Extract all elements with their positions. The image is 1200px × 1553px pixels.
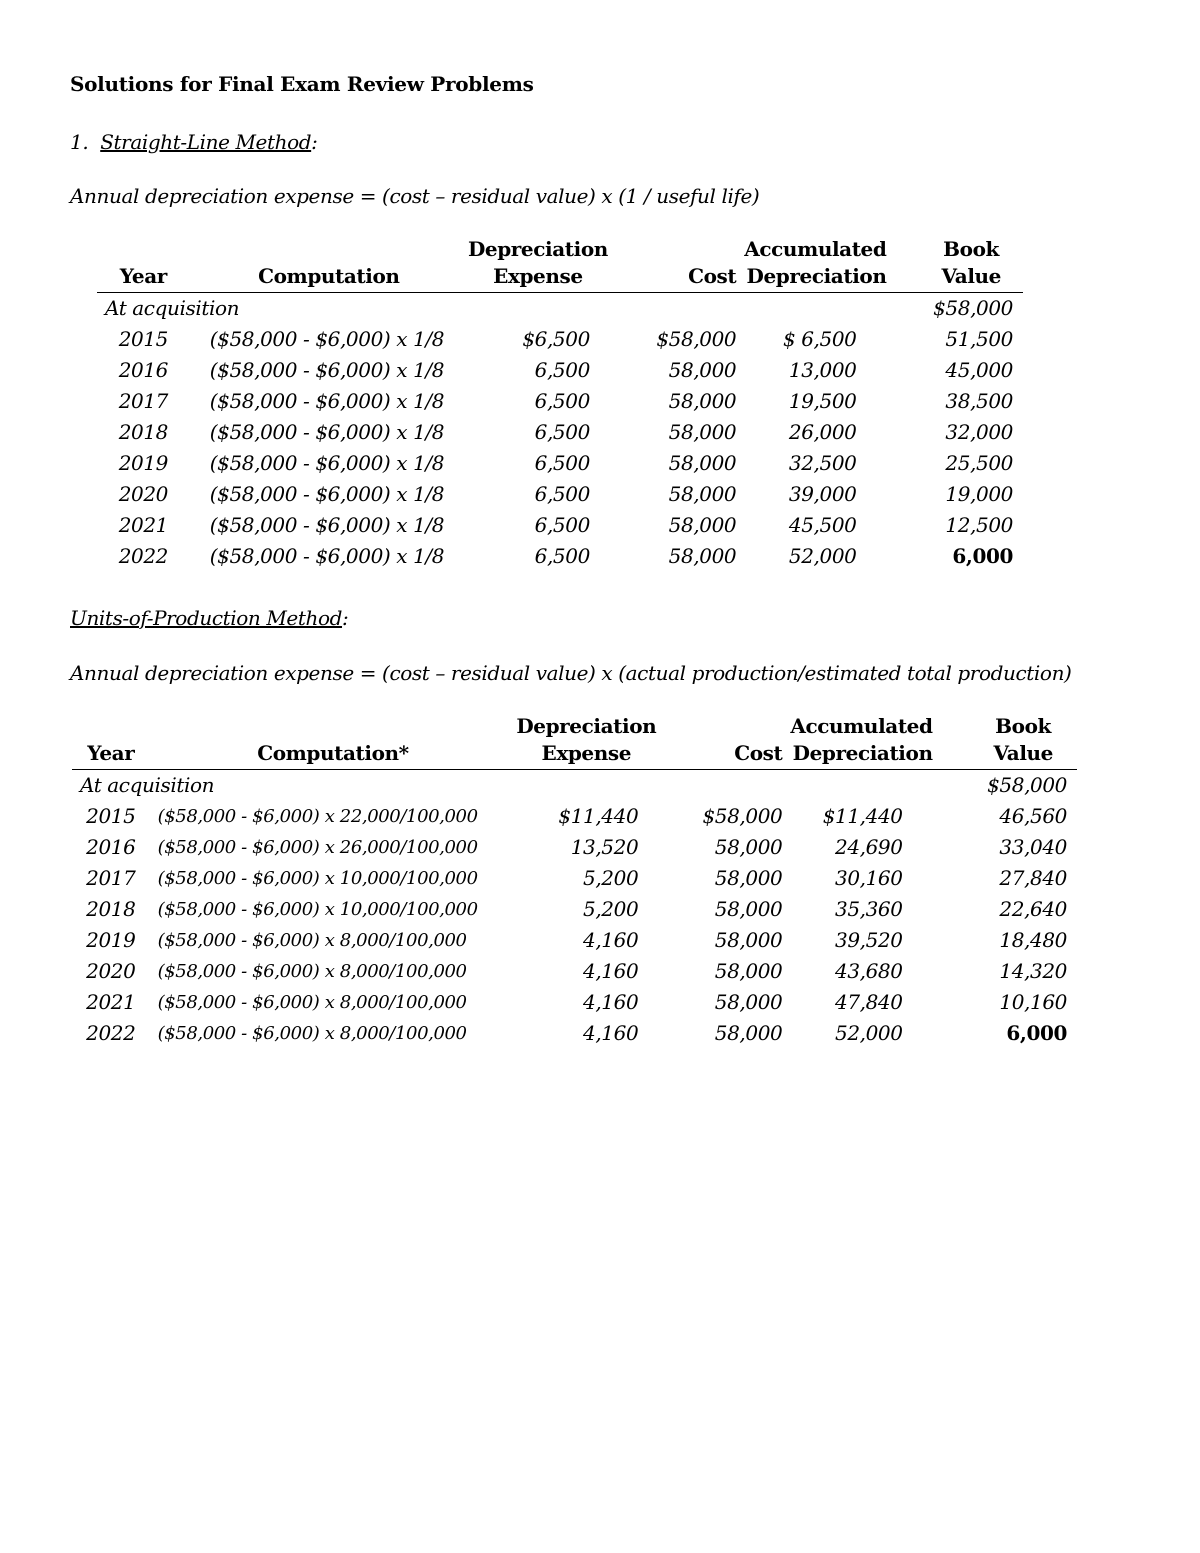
cost-cell: 58,000: [714, 1021, 783, 1045]
section2-formula: Annual depreciation expense = (cost – residual value) x (actual production/estimated total production): [70, 661, 1072, 685]
cost-cell: 58,000: [714, 897, 783, 921]
year-cell: 2017: [118, 389, 169, 413]
year-cell: 2016: [118, 358, 169, 382]
expense-cell: 6,500: [534, 420, 590, 444]
expense-cell: 5,200: [583, 866, 639, 890]
table-row: [72, 987, 1077, 1018]
expense-cell: 6,500: [534, 451, 590, 475]
col-header-cost: Cost: [608, 263, 744, 293]
col-header-book2: Value: [933, 740, 1077, 770]
col-header-dep2: Expense: [516, 740, 656, 770]
accumulated-cell: 19,500: [788, 389, 857, 413]
table-row: [72, 894, 1077, 925]
section1-number: 1.: [70, 130, 89, 154]
table-row: [72, 863, 1077, 894]
cost-cell: 58,000: [714, 928, 783, 952]
computation-cell: ($58,000 - $6,000) x 8,000/100,000: [157, 930, 467, 951]
cost-cell: 58,000: [668, 358, 737, 382]
computation-cell: ($58,000 - $6,000) x 10,000/100,000: [157, 868, 478, 889]
accumulated-cell: $ 6,500: [782, 327, 857, 351]
year-cell: 2018: [86, 897, 136, 921]
table-row: [97, 541, 1023, 572]
year-cell: 2015: [118, 327, 169, 351]
col-header-acc1: Accumulated: [744, 237, 887, 261]
table-row: [97, 479, 1023, 510]
computation-cell: ($58,000 - $6,000) x 1/8: [209, 544, 445, 568]
accumulated-cell: $11,440: [822, 804, 903, 828]
expense-cell: 6,500: [534, 358, 590, 382]
cost-cell: 58,000: [714, 990, 783, 1014]
page-title: Solutions for Final Exam Review Problems: [70, 72, 534, 96]
computation-cell: ($58,000 - $6,000) x 8,000/100,000: [157, 992, 467, 1013]
accumulated-cell: 45,500: [788, 513, 857, 537]
computation-cell: ($58,000 - $6,000) x 8,000/100,000: [157, 961, 467, 982]
book-value-cell: 14,320: [999, 959, 1067, 983]
expense-cell: 4,160: [583, 1021, 639, 1045]
expense-cell: $11,440: [558, 804, 639, 828]
units-of-production-table: [72, 713, 1077, 1049]
book-value-cell: 19,000: [945, 482, 1013, 506]
book-value-cell: 6,000: [952, 544, 1013, 568]
year-cell: 2021: [86, 990, 136, 1014]
col-header-dep1: Depreciation: [516, 714, 657, 738]
section1-formula: Annual depreciation expense = (cost – residual value) x (1 / useful life): [70, 184, 760, 208]
book-value-cell: 33,040: [999, 835, 1067, 859]
expense-cell: 4,160: [583, 990, 639, 1014]
table-row: [97, 386, 1023, 417]
year-cell: 2016: [86, 835, 136, 859]
col-header-book2: Value: [886, 263, 1023, 293]
expense-cell: 13,520: [570, 835, 639, 859]
section2-heading: Units-of-Production Method:: [70, 606, 349, 630]
year-cell: 2020: [118, 482, 169, 506]
table-row: [72, 1018, 1077, 1049]
col-header-computation: Computation*: [150, 740, 517, 770]
book-value-cell: 18,480: [999, 928, 1067, 952]
book-value-cell: 22,640: [999, 897, 1067, 921]
accumulated-cell: 26,000: [788, 420, 857, 444]
expense-cell: $6,500: [522, 327, 590, 351]
computation-cell: ($58,000 - $6,000) x 1/8: [209, 451, 445, 475]
table-row: [72, 956, 1077, 987]
col-header-computation: Computation: [190, 263, 468, 293]
book-value-cell: 38,500: [945, 389, 1013, 413]
table-row: [72, 801, 1077, 832]
col-header-dep1: Depreciation: [467, 237, 608, 261]
computation-cell: ($58,000 - $6,000) x 1/8: [209, 327, 445, 351]
col-header-dep2: Expense: [468, 263, 608, 293]
cost-cell: 58,000: [668, 420, 737, 444]
year-cell: 2017: [86, 866, 136, 890]
computation-cell: ($58,000 - $6,000) x 1/8: [209, 358, 445, 382]
cost-cell: 58,000: [714, 959, 783, 983]
book-value-cell: 27,840: [999, 866, 1067, 890]
expense-cell: 6,500: [534, 389, 590, 413]
computation-cell: ($58,000 - $6,000) x 1/8: [209, 513, 445, 537]
col-header-acc2: Depreciation: [790, 740, 932, 770]
col-header-book1: Book: [995, 714, 1051, 738]
year-cell: 2019: [118, 451, 169, 475]
year-cell: 2018: [118, 420, 169, 444]
expense-cell: 6,500: [534, 482, 590, 506]
computation-cell: ($58,000 - $6,000) x 1/8: [209, 420, 445, 444]
book-value-cell: 10,160: [999, 990, 1067, 1014]
section1-heading-text: Straight-Line Method: [100, 130, 312, 154]
cost-cell: 58,000: [714, 866, 783, 890]
acquisition-value: $58,000: [987, 773, 1067, 797]
computation-cell: ($58,000 - $6,000) x 10,000/100,000: [157, 899, 478, 920]
year-cell: 2022: [118, 544, 169, 568]
book-value-cell: 12,500: [945, 513, 1013, 537]
table-row: [97, 448, 1023, 479]
cost-cell: $58,000: [702, 804, 783, 828]
cost-cell: 58,000: [668, 544, 737, 568]
col-header-acc1: Accumulated: [790, 714, 933, 738]
year-cell: 2022: [86, 1021, 136, 1045]
cost-cell: 58,000: [714, 835, 783, 859]
accumulated-cell: 39,000: [788, 482, 857, 506]
acquisition-label: At acquisition: [80, 773, 215, 797]
table-row: [97, 510, 1023, 541]
cost-cell: 58,000: [668, 451, 737, 475]
cost-cell: $58,000: [656, 327, 737, 351]
accumulated-cell: 13,000: [788, 358, 857, 382]
accumulated-cell: 47,840: [835, 990, 903, 1014]
section2-heading-text: Units-of-Production Method: [70, 606, 343, 630]
col-header-year: Year: [72, 740, 150, 770]
expense-cell: 4,160: [583, 959, 639, 983]
expense-cell: 5,200: [583, 897, 639, 921]
cost-cell: 58,000: [668, 482, 737, 506]
table-row-acquisition: [72, 770, 1077, 802]
acquisition-value: $58,000: [933, 296, 1013, 320]
col-header-year: Year: [97, 263, 190, 293]
accumulated-cell: 32,500: [788, 451, 857, 475]
col-header-acc2: Depreciation: [744, 263, 886, 293]
year-cell: 2020: [86, 959, 136, 983]
table-row-acquisition: [97, 293, 1023, 325]
accumulated-cell: 35,360: [835, 897, 903, 921]
book-value-cell: 6,000: [1006, 1021, 1067, 1045]
col-header-book1: Book: [943, 237, 999, 261]
expense-cell: 6,500: [534, 513, 590, 537]
cost-cell: 58,000: [668, 389, 737, 413]
accumulated-cell: 52,000: [788, 544, 857, 568]
acquisition-label: At acquisition: [105, 296, 240, 320]
straight-line-table: [97, 236, 1023, 572]
expense-cell: 4,160: [583, 928, 639, 952]
table-row: [97, 324, 1023, 355]
col-header-cost: Cost: [656, 740, 790, 770]
computation-cell: ($58,000 - $6,000) x 1/8: [209, 482, 445, 506]
year-cell: 2015: [86, 804, 136, 828]
computation-cell: ($58,000 - $6,000) x 8,000/100,000: [157, 1023, 467, 1044]
cost-cell: 58,000: [668, 513, 737, 537]
year-cell: 2019: [86, 928, 136, 952]
book-value-cell: 25,500: [945, 451, 1013, 475]
section1-heading: 1. Straight-Line Method:: [70, 130, 318, 154]
accumulated-cell: 39,520: [835, 928, 903, 952]
accumulated-cell: 30,160: [835, 866, 903, 890]
computation-cell: ($58,000 - $6,000) x 22,000/100,000: [157, 806, 478, 827]
table-row: [97, 417, 1023, 448]
computation-cell: ($58,000 - $6,000) x 1/8: [209, 389, 445, 413]
book-value-cell: 32,000: [945, 420, 1013, 444]
table-row: [72, 832, 1077, 863]
accumulated-cell: 43,680: [835, 959, 903, 983]
computation-cell: ($58,000 - $6,000) x 26,000/100,000: [157, 837, 478, 858]
year-cell: 2021: [118, 513, 169, 537]
book-value-cell: 46,560: [999, 804, 1067, 828]
accumulated-cell: 52,000: [835, 1021, 903, 1045]
book-value-cell: 45,000: [945, 358, 1013, 382]
table-row: [72, 925, 1077, 956]
table-row: [97, 355, 1023, 386]
accumulated-cell: 24,690: [835, 835, 903, 859]
expense-cell: 6,500: [534, 544, 590, 568]
book-value-cell: 51,500: [945, 327, 1013, 351]
